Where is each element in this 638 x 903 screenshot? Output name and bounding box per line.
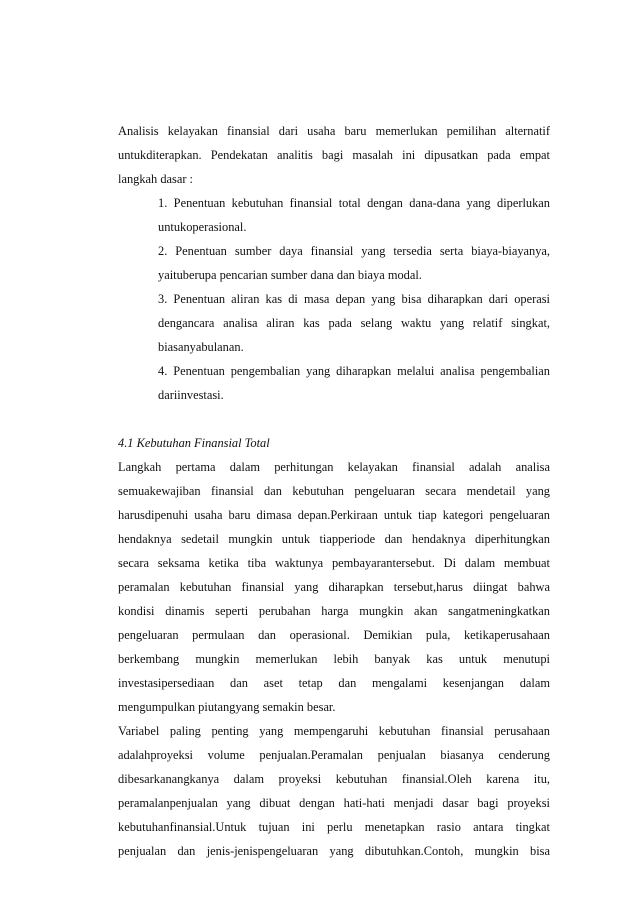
step-2-line-2: yaituberupa pencarian sumber dana dan biaya modal. bbox=[158, 268, 422, 282]
step-3-line-1: 3. Penentuan aliran kas di masa depan yang bisa diharapkan dari operasi bbox=[158, 292, 550, 306]
intro-line-1: Analisis kelayakan finansial dari usaha baru memerlukan pemilihan alternatif bbox=[118, 124, 550, 138]
paragraph-two-line-3: dibesarkanangkanya dalam proyeksi kebutuhan finansial.Oleh karena itu, bbox=[118, 772, 550, 786]
step-1-line-2: untukoperasional. bbox=[158, 220, 247, 234]
step-4-line-1: 4. Penentuan pengembalian yang diharapkan melalui analisa pengembalian bbox=[158, 364, 550, 378]
paragraph-one-line-1: Langkah pertama dalam perhitungan kelayakan finansial adalah analisa bbox=[118, 460, 550, 474]
step-3-line-3: biasanyabulanan. bbox=[158, 340, 244, 354]
paragraph-one-line-7: kondisi dinamis seperti perubahan harga mungkin akan sangatmeningkatkan bbox=[118, 604, 550, 618]
paragraph-one-line-6: peramalan kebutuhan finansial yang diharapkan tersebut,harus diingat bahwa bbox=[118, 580, 550, 594]
paragraph-one-line-2: semuakewajiban finansial dan kebutuhan pengeluaran secara mendetail yang bbox=[118, 484, 550, 498]
paragraph-two-line-4: peramalanpenjualan yang dibuat dengan hati-hati menjadi dasar bagi proyeksi bbox=[118, 796, 550, 810]
step-2-line-1: 2. Penentuan sumber daya finansial yang tersedia serta biaya-biayanya, bbox=[158, 244, 550, 258]
paragraph-two-line-1: Variabel paling penting yang mempengaruhi kebutuhan finansial perusahaan bbox=[118, 724, 550, 738]
paragraph-one-line-10: investasipersediaan dan aset tetap dan mengalami kesenjangan dalam bbox=[118, 676, 550, 690]
paragraph-two-line-6: penjualan dan jenis-jenispengeluaran yang dibutuhkan.Contoh, mungkin bisa bbox=[118, 844, 550, 858]
step-3-line-2: dengancara analisa aliran kas pada selang waktu yang relatif singkat, bbox=[158, 316, 550, 330]
intro-line-3: langkah dasar : bbox=[118, 172, 194, 186]
step-1-line-1: 1. Penentuan kebutuhan finansial total dengan dana-dana yang diperlukan bbox=[158, 196, 550, 210]
paragraph-one-line-3: harusdipenuhi usaha baru dimasa depan.Perkiraan untuk tiap kategori pengeluaran bbox=[118, 508, 550, 522]
paragraph-two-line-5: kebutuhanfinansial.Untuk tujuan ini perlu menetapkan rasio antara tingkat bbox=[118, 820, 550, 834]
paragraph-one-line-5: secara seksama ketika tiba waktunya pembayarantersebut. Di dalam membuat bbox=[118, 556, 550, 570]
paragraph-two-line-2: adalahproyeksi volume penjualan.Peramalan penjualan biasanya cenderung bbox=[118, 748, 550, 762]
paragraph-one-line-8: pengeluaran permulaan dan operasional. Demikian pula, ketikaperusahaan bbox=[118, 628, 550, 642]
paragraph-one-line-4: hendaknya sedetail mungkin untuk tiapperiode dan hendaknya diperhitungkan bbox=[118, 532, 550, 546]
intro-line-2: untukditerapkan. Pendekatan analitis bagi masalah ini dipusatkan pada empat bbox=[118, 148, 550, 162]
section-heading: 4.1 Kebutuhan Finansial Total bbox=[118, 436, 270, 450]
paragraph-one-line-9: berkembang mungkin memerlukan lebih banyak kas untuk menutupi bbox=[118, 652, 550, 666]
step-4-line-2: dariinvestasi. bbox=[158, 388, 224, 402]
paragraph-one-line-11: mengumpulkan piutangyang semakin besar. bbox=[118, 700, 336, 714]
